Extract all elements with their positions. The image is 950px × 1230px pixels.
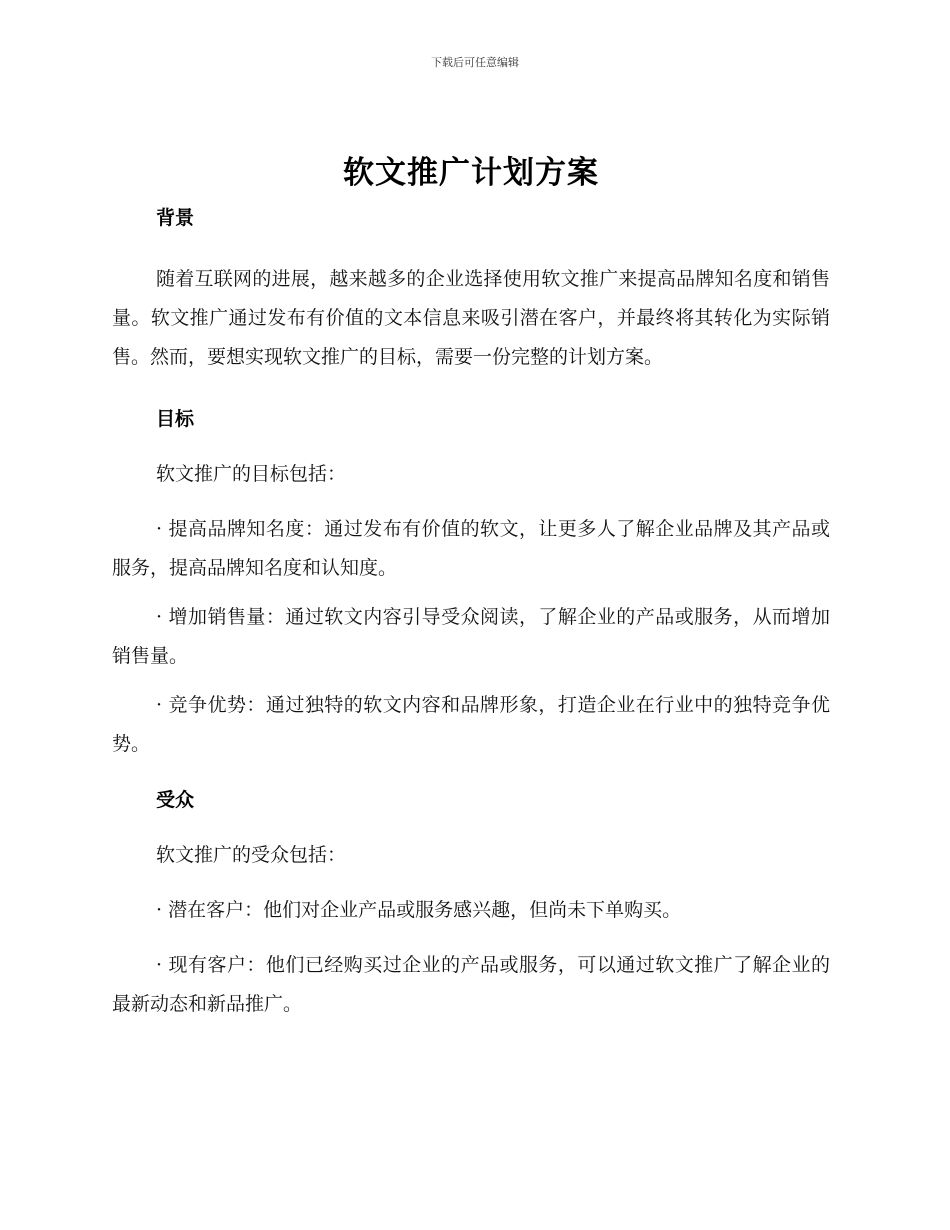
document-title: 软文推广计划方案 <box>343 155 599 191</box>
audience-intro: 软文推广的受众包括： <box>156 844 347 866</box>
goal-item: · 增加销售量：通过软文内容引导受众阅读，了解企业的产品或服务，从而增加销售量。 <box>112 606 830 667</box>
background-paragraph: 随着互联网的进展，越来越多的企业选择使用软文推广来提高品牌知名度和销售量。软文推广通过发布有价值的文本信息来吸引潜在客户，并最终将其转化为实际销售。然而，要想实现软文推广的目标，需要一份完整的计划方案。 <box>112 268 830 368</box>
goal-item: · 竞争优势：通过独特的软文内容和品牌形象，打造企业在行业中的独特竞争优势。 <box>112 694 830 755</box>
goals-intro: 软文推广的目标包括： <box>156 463 347 485</box>
goal-item: · 提高品牌知名度：通过发布有价值的软文，让更多人了解企业品牌及其产品或服务，提高品牌知名度和认知度。 <box>112 518 830 579</box>
header-note: 下载后可任意编辑 <box>431 56 519 69</box>
section-heading-goals: 目标 <box>156 408 195 430</box>
section-heading-background: 背景 <box>156 207 195 229</box>
document-body <box>112 148 830 1024</box>
section-heading-audience: 受众 <box>156 789 195 811</box>
audience-item: · 潜在客户：他们对企业产品或服务感兴趣，但尚未下单购买。 <box>156 899 682 921</box>
audience-item: · 现有客户：他们已经购买过企业的产品或服务，可以通过软文推广了解企业的最新动态和新品推广。 <box>112 954 830 1015</box>
